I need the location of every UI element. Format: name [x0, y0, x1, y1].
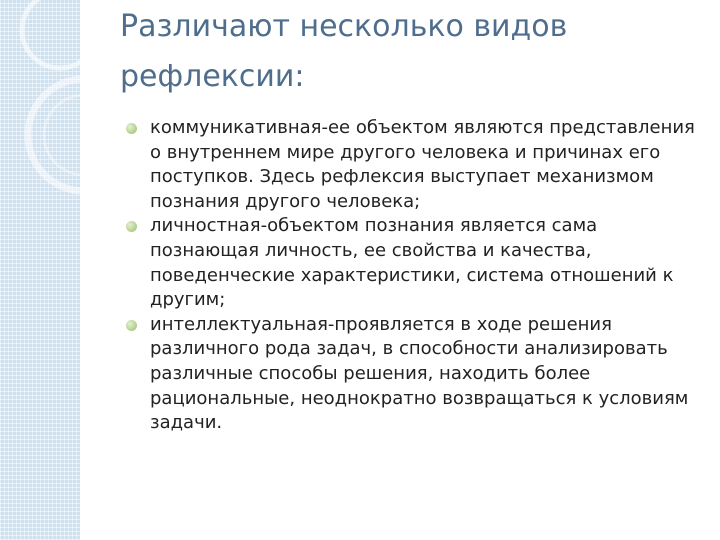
bullet-item-intellectual [150, 313, 695, 436]
bullet-item-personal [150, 214, 695, 312]
bullet-text: коммуникативная-ее объектом являются представления о внутреннем мире другого человека и причинах его поступков. Здесь рефлексия выступает механизмом познания другого человека; [150, 117, 695, 212]
decorative-sidebar [0, 0, 80, 540]
slide-title: Различают несколько видов рефлексии: [120, 9, 568, 94]
bullet-item-communicative [150, 116, 695, 214]
bullet-text: интеллектуальная-проявляется в ходе решения различного рода задач, в способности анализировать различные способы решения, находить более рациональные, неоднократно возвращаться к условиям задачи. [150, 313, 689, 434]
bullet-list [150, 116, 695, 436]
green-circle-bullet-icon [126, 320, 137, 331]
green-circle-bullet-icon [126, 123, 137, 134]
bullet-text: личностная-объектом познания является сама познающая личность, ее свойства и качества, поведенческие характеристики, система отношений к другим; [150, 215, 674, 311]
green-circle-bullet-icon [126, 221, 137, 232]
decorative-circles [0, 0, 80, 540]
